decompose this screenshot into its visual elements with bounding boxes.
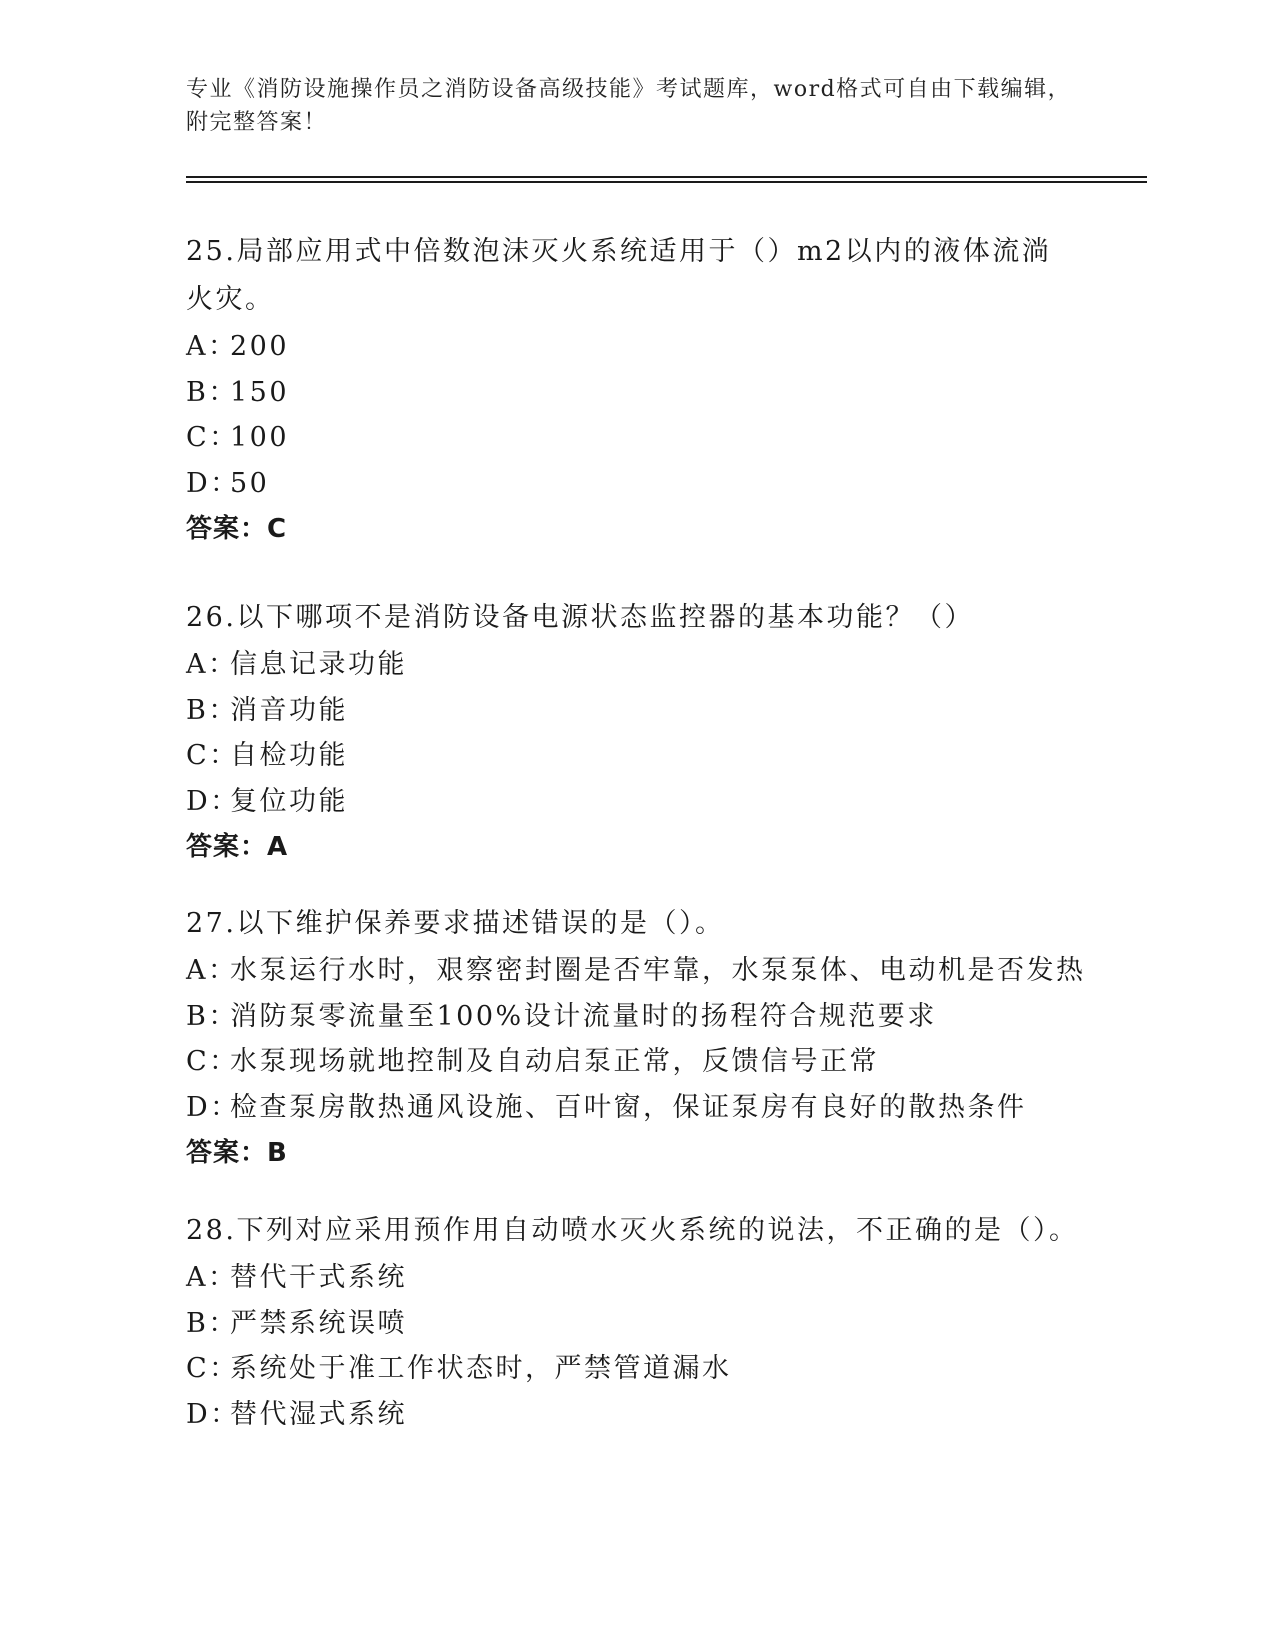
option-text: 替代湿式系统 xyxy=(230,1398,407,1430)
option-d xyxy=(186,461,1086,507)
option-text: 检查泵房散热通风设施、百叶窗，保证泵房有良好的散热条件 xyxy=(230,1091,1027,1123)
option-letter: C： xyxy=(186,422,239,453)
option-text: 水泵现场就地控制及自动启泵正常，反馈信号正常 xyxy=(230,1046,879,1077)
header-rule-top xyxy=(186,176,1147,178)
option-c xyxy=(186,415,1086,461)
document-header: 专业《消防设施操作员之消防设备高级技能》考试题库，word格式可自由下载编辑，附完整答案！ xyxy=(186,77,1072,135)
option-b xyxy=(186,688,1086,734)
answer: 答案：B xyxy=(186,1138,288,1168)
option-letter: D： xyxy=(186,467,240,499)
option-text: 严禁系统误喷 xyxy=(230,1307,407,1339)
header-rule-bottom xyxy=(186,181,1147,183)
question-28 xyxy=(186,1207,1086,1437)
option-text: 消音功能 xyxy=(230,694,348,726)
option-text: 100 xyxy=(230,422,290,453)
option-letter: C： xyxy=(186,1046,239,1077)
option-a xyxy=(186,948,1086,994)
option-c xyxy=(186,1039,1086,1085)
option-text: 200 xyxy=(230,331,290,362)
answer: 答案：C xyxy=(186,514,288,544)
option-letter: C： xyxy=(186,1353,239,1384)
option-d xyxy=(186,1085,1086,1131)
question-stem: 26.以下哪项不是消防设备电源状态监控器的基本功能？（） xyxy=(186,602,974,633)
option-letter: B： xyxy=(186,376,238,408)
option-text: 信息记录功能 xyxy=(230,649,407,680)
option-b xyxy=(186,1301,1086,1347)
option-c xyxy=(186,733,1086,779)
option-letter: C： xyxy=(186,740,239,771)
option-letter: D： xyxy=(186,785,240,817)
question-25 xyxy=(186,228,1086,552)
question-stem: 28.下列对应采用预作用自动喷水灭火系统的说法，不正确的是（）。 xyxy=(186,1215,1079,1246)
question-stem: 27.以下维护保养要求描述错误的是（）。 xyxy=(186,908,725,939)
question-26 xyxy=(186,594,1086,870)
option-letter: B： xyxy=(186,694,238,726)
question-stem: 25.局部应用式中倍数泡沫灭火系统适用于（）m2以内的液体流淌火灾。 xyxy=(186,236,1052,315)
option-letter: B： xyxy=(186,1307,238,1339)
answer: 答案：A xyxy=(186,832,289,862)
option-c xyxy=(186,1346,1086,1392)
option-letter: A： xyxy=(186,649,238,680)
option-b xyxy=(186,370,1086,416)
option-letter: D： xyxy=(186,1091,240,1123)
option-text: 复位功能 xyxy=(230,785,348,817)
option-letter: A： xyxy=(186,955,238,986)
option-text: 消防泵零流量至100%设计流量时的扬程符合规范要求 xyxy=(230,1000,937,1032)
option-text: 替代干式系统 xyxy=(230,1262,407,1293)
option-a xyxy=(186,1255,1086,1301)
option-letter: A： xyxy=(186,1262,238,1293)
option-d xyxy=(186,1392,1086,1438)
option-letter: B： xyxy=(186,1000,238,1032)
option-d xyxy=(186,779,1086,825)
option-text: 150 xyxy=(230,376,290,408)
option-a xyxy=(186,642,1086,688)
option-a xyxy=(186,324,1086,370)
option-text: 系统处于准工作状态时，严禁管道漏水 xyxy=(230,1353,732,1384)
option-letter: D： xyxy=(186,1398,240,1430)
option-text: 自检功能 xyxy=(230,740,348,771)
question-27 xyxy=(186,900,1086,1176)
option-text: 50 xyxy=(230,467,270,499)
option-text: 水泵运行水时，艰察密封圈是否牢靠，水泵泵体、电动机是否发热 xyxy=(230,955,1086,986)
option-letter: A： xyxy=(186,331,238,362)
option-b xyxy=(186,994,1086,1040)
